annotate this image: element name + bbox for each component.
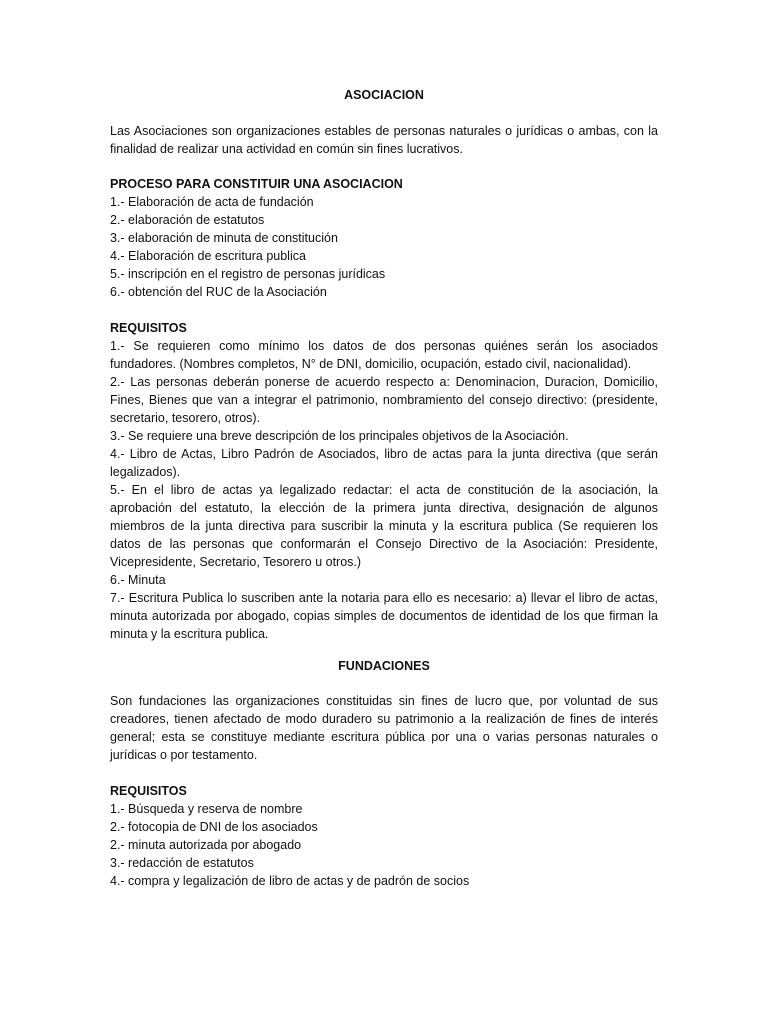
process-step: 6.- obtención del RUC de la Asociación: [110, 285, 327, 299]
fundaciones-intro: Son fundaciones las organizaciones constituidas sin fines de lucro que, por voluntad de sus creadores, tienen afectado de modo duradero su patrimonio a la realización de fines de interés general; esta se constituye mediante escritura pública por una o varias personas naturales o jurídicas o por testamento.: [110, 694, 658, 762]
asociacion-requirements-list: [110, 337, 658, 643]
requirement-item: 6.- Minuta: [110, 572, 166, 587]
asociacion-requirements-heading: REQUISITOS: [110, 320, 187, 335]
requirement-item: 4.- compra y legalización de libro de actas y de padrón de socios: [110, 873, 470, 888]
requirement-item: 3.- redacción de estatutos: [110, 855, 254, 870]
requirement-item: 1.- Se requieren como mínimo los datos de dos personas quiénes serán los asociados fundadores. (Nombres completos, N° de DNI, domicilio, ocupación, estado civil, nacionalidad).: [110, 338, 658, 371]
requirement-item: 2.- fotocopia de DNI de los asociados: [110, 819, 318, 834]
requirement-item: 1.- Búsqueda y reserva de nombre: [110, 801, 303, 816]
process-heading: PROCESO PARA CONSTITUIR UNA ASOCIACION: [110, 177, 403, 191]
process-step: 4.- Elaboración de escritura publica: [110, 249, 306, 263]
process-step: 5.- inscripción en el registro de personas jurídicas: [110, 267, 386, 281]
requirement-item: 2.- minuta autorizada por abogado: [110, 837, 302, 852]
asociacion-intro: Las Asociaciones son organizaciones estables de personas naturales o jurídicas o ambas, con la finalidad de realizar una actividad en común sin fines lucrativos.: [110, 123, 658, 156]
fundaciones-requirements-list: [110, 800, 658, 890]
requirement-item: 3.- Se requiere una breve descripción de los principales objetivos de la Asociación.: [110, 428, 569, 443]
requirement-item: 7.- Escritura Publica lo suscriben ante la notaria para ello es necesario: a) llevar el libro de actas, minuta autorizada por abogado, copias simples de documentos de identidad de los que firman la minuta y la escritura publica.: [110, 590, 658, 641]
process-step: 1.- Elaboración de acta de fundación: [110, 195, 314, 209]
process-step: 2.- elaboración de estatutos: [110, 213, 265, 227]
process-step: 3.- elaboración de minuta de constitución: [110, 231, 338, 245]
process-steps-list: [110, 193, 658, 301]
fundaciones-title: FUNDACIONES: [338, 658, 430, 673]
requirement-item: 5.- En el libro de actas ya legalizado redactar: el acta de constitución de la asociación, la aprobación del estatuto, la elección de la primera junta directiva, designación de algunos miembros de la junta directiva para suscribir la minuta y la escritura publica (Se requieren los datos de las personas que conformarán el Consejo Directivo de la Asociación: Presidente, Vicepresidente, Secretario, Tesorero u otros.): [110, 482, 658, 569]
requirement-item: 2.- Las personas deberán ponerse de acuerdo respecto a: Denominacion, Duracion, Domicilio, Fines, Bienes que van a integrar el patrimonio, nombramiento del consejo directivo: (presidente, secretario, tesorero, otros).: [110, 374, 658, 425]
fundaciones-requirements-heading: REQUISITOS: [110, 783, 187, 798]
asociacion-title: ASOCIACION: [344, 88, 424, 102]
requirement-item: 4.- Libro de Actas, Libro Padrón de Asociados, libro de actas para la junta directiva (que serán legalizados).: [110, 446, 658, 479]
